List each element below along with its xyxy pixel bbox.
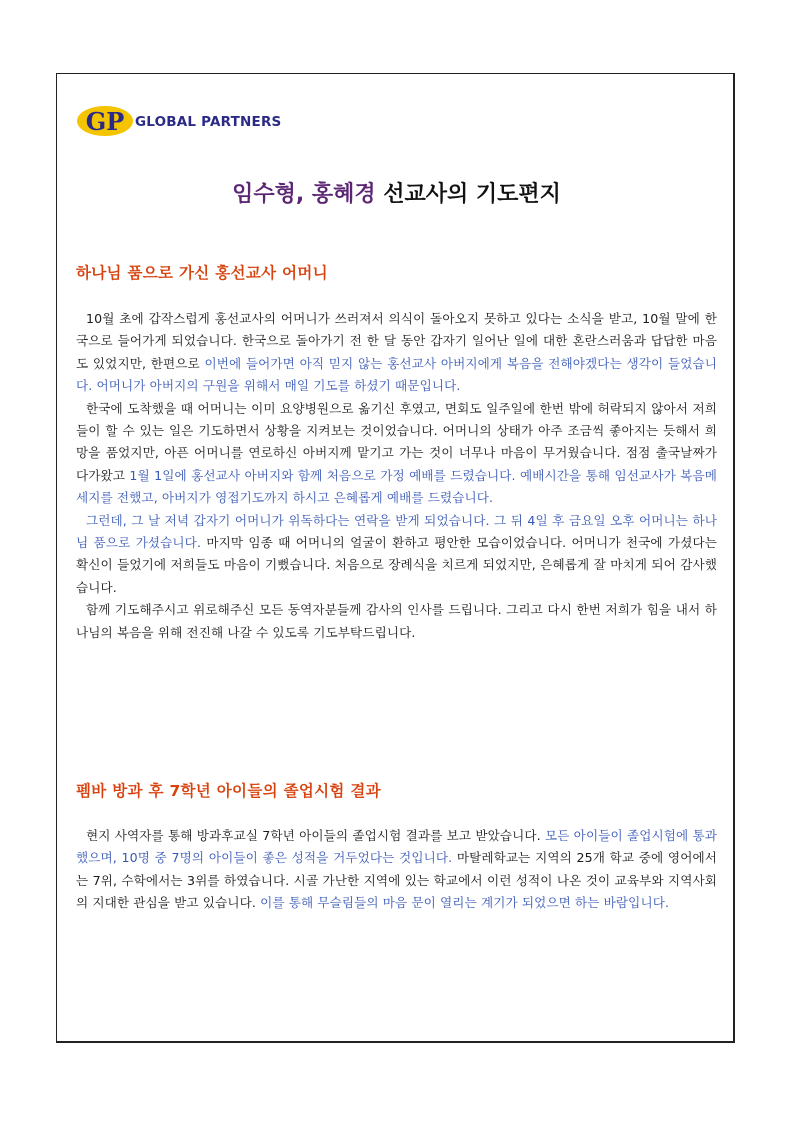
section1-heading: 하나님 품으로 가신 홍선교사 어머니 <box>76 264 328 282</box>
section2-heading: 펨바 방과 후 7학년 아이들의 졸업시험 결과 <box>76 782 381 800</box>
paragraph <box>76 825 717 915</box>
logo-text: GLOBAL PARTNERS <box>135 114 282 130</box>
section1-body <box>76 308 717 644</box>
highlighted-text: 모든 아이들이 졸업시험에 통과했으며, 10명 중 7명의 아이들이 좋은 성적을 거두었다는 것입니다. <box>76 828 717 866</box>
body-text: 함께 기도해주시고 위로해주신 모든 동역자분들께 감사의 인사를 드립니다. 그리고 다시 한번 저희가 힘을 내서 하나님의 복음을 위해 전진해 나갈 수 있도록 기도부탁드립니다. <box>76 602 717 640</box>
paragraph <box>76 599 717 644</box>
paragraph <box>76 510 717 600</box>
body-text: 한국에 도착했을 때 어머니는 이미 요양병원으로 옮기신 후였고, 면회도 일주일에 한번 밖에 허락되지 않아서 저희들이 할 수 있는 일은 기도하면서 상황을 지켜보는 것이었습니다. 어머니의 상태가 아주 조금씩 좋아지는 듯해서 희망을 품었지만, 아픈 어머니를 연로하신 아버지께 맡기고 가는 것이 너무나 마음이 무거웠습니다. 점점 출국날짜가 다가왔고 <box>76 400 717 483</box>
body-text: 마지막 임종 때 어머니의 얼굴이 환하고 평안한 모습이었습니다. 어머니가 천국에 가셨다는 확신이 들었기에 저희들도 마음이 기뻤습니다. 처음으로 장례식을 치르게 되었지만, 은혜롭게 잘 마치게 되어 감사했습니다. <box>76 535 717 595</box>
section2-body <box>76 825 717 915</box>
gp-logo-icon <box>76 102 136 138</box>
paragraph <box>76 398 717 510</box>
highlighted-text: 그런데, 그 날 저녁 갑자기 어머니가 위독하다는 연락을 받게 되었습니다. 그 뒤 4일 후 금요일 오후 어머니는 하나님 품으로 가셨습니다. <box>76 512 717 551</box>
title-rest: 선교사의 기도편지 <box>375 182 561 207</box>
highlighted-text: 이를 통해 무슬림들의 마음 문이 열리는 계기가 되었으면 하는 바람입니다. <box>260 895 670 911</box>
body-text: 마탈레학교는 지역의 25개 학교 중에 영어에서는 7위, 수학에서는 3위를 하였습니다. 시골 가난한 지역에 있는 학교에서 이런 성적이 나온 것이 교육부와 지역사회의 지대한 관심을 받고 있습니다. <box>76 850 717 911</box>
paragraph <box>76 308 717 398</box>
title-names: 임수형, 홍혜경 <box>232 182 376 207</box>
highlighted-text: 1월 1일에 홍선교사 아버지와 함께 처음으로 가정 예배를 드렸습니다. 예배시간을 통해 임선교사가 복음메세지를 전했고, 아버지가 영접기도까지 하시고 은혜롭게 예배를 드렸습니다. <box>76 467 717 506</box>
highlighted-text: 이번에 들어가면 아직 믿지 않는 홍선교사 아버지에게 복음을 전해야겠다는 생각이 들었습니다. 어머니가 아버지의 구원을 위해서 매일 기도를 하셨기 때문입니다. <box>76 355 717 394</box>
logo-mark: GP <box>85 107 125 136</box>
page-title <box>0 177 793 208</box>
body-text: 현지 사역자를 통해 방과후교실 7학년 아이들의 졸업시험 결과를 보고 받았습니다. <box>86 828 545 843</box>
body-text: 10월 초에 갑작스럽게 홍선교사의 어머니가 쓰러져서 의식이 돌아오지 못하고 있다는 소식을 받고, 10월 말에 한국으로 들어가게 되었습니다. 한국으로 돌아가기 전 한 달 동안 갑자기 일어난 일에 대한 혼란스러움과 답답한 마음도 있었지만, 한편으로 <box>76 311 717 371</box>
